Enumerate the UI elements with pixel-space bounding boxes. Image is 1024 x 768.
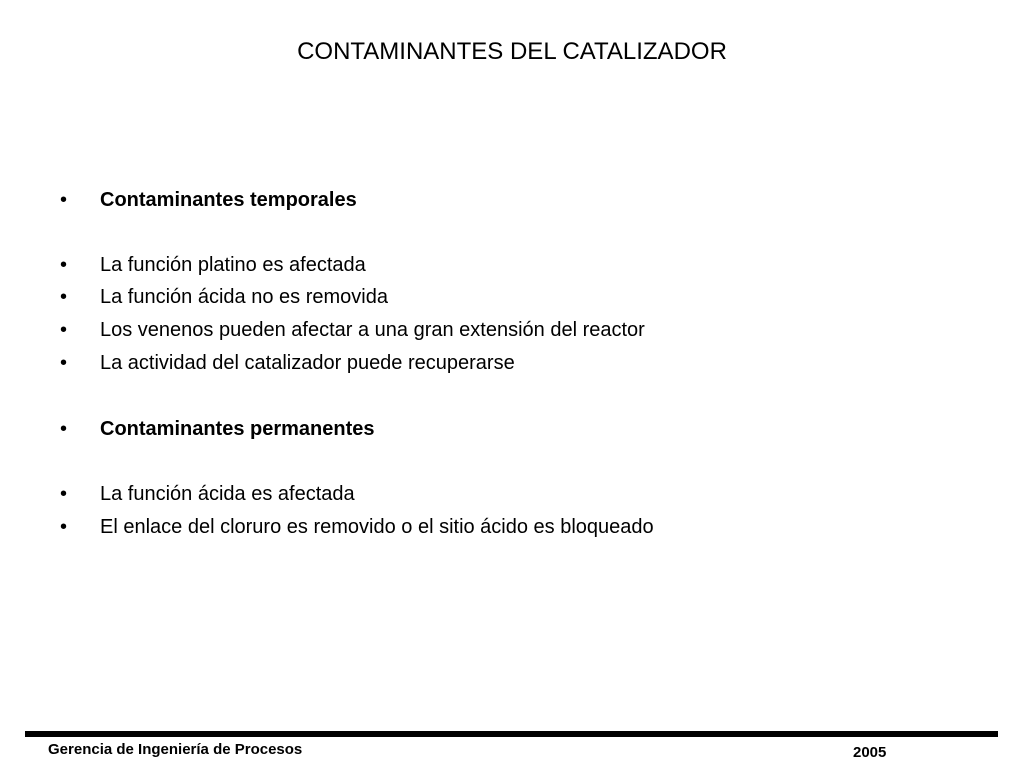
bullet-icon: • bbox=[60, 515, 68, 538]
footer-year: 2005 bbox=[853, 744, 887, 761]
footer-organization: Gerencia de Ingeniería de Procesos bbox=[48, 741, 303, 758]
list-item-text: El enlace del cloruro es removido o el sitio ácido es bloqueado bbox=[100, 515, 654, 538]
list-item bbox=[60, 250, 366, 280]
bullet-icon: • bbox=[60, 482, 68, 505]
list-item-text: La función ácida es afectada bbox=[100, 482, 355, 505]
list-item bbox=[60, 348, 515, 378]
footer-divider bbox=[25, 731, 998, 737]
bullet-icon: • bbox=[60, 285, 68, 308]
slide-title: CONTAMINANTES DEL CATALIZADOR bbox=[297, 38, 727, 65]
bullet-icon: • bbox=[60, 318, 68, 341]
list-item bbox=[60, 282, 388, 312]
bullet-icon: • bbox=[60, 417, 68, 440]
list-item bbox=[60, 315, 645, 345]
section-heading-permanentes: Contaminantes permanentes bbox=[100, 417, 375, 440]
list-item-permanentes-heading bbox=[60, 414, 375, 444]
bullet-icon: • bbox=[60, 253, 68, 276]
list-item-text: La actividad del catalizador puede recuperarse bbox=[100, 351, 515, 374]
list-item bbox=[60, 479, 355, 509]
list-item-text: La función platino es afectada bbox=[100, 253, 366, 276]
list-item-text: La función ácida no es removida bbox=[100, 285, 388, 308]
list-item bbox=[60, 512, 654, 542]
bullet-icon: • bbox=[60, 351, 68, 374]
bullet-icon: • bbox=[60, 188, 68, 211]
list-item-temporales-heading bbox=[60, 185, 357, 215]
list-item-text: Los venenos pueden afectar a una gran extensión del reactor bbox=[100, 318, 645, 341]
section-heading-temporales: Contaminantes temporales bbox=[100, 188, 357, 211]
